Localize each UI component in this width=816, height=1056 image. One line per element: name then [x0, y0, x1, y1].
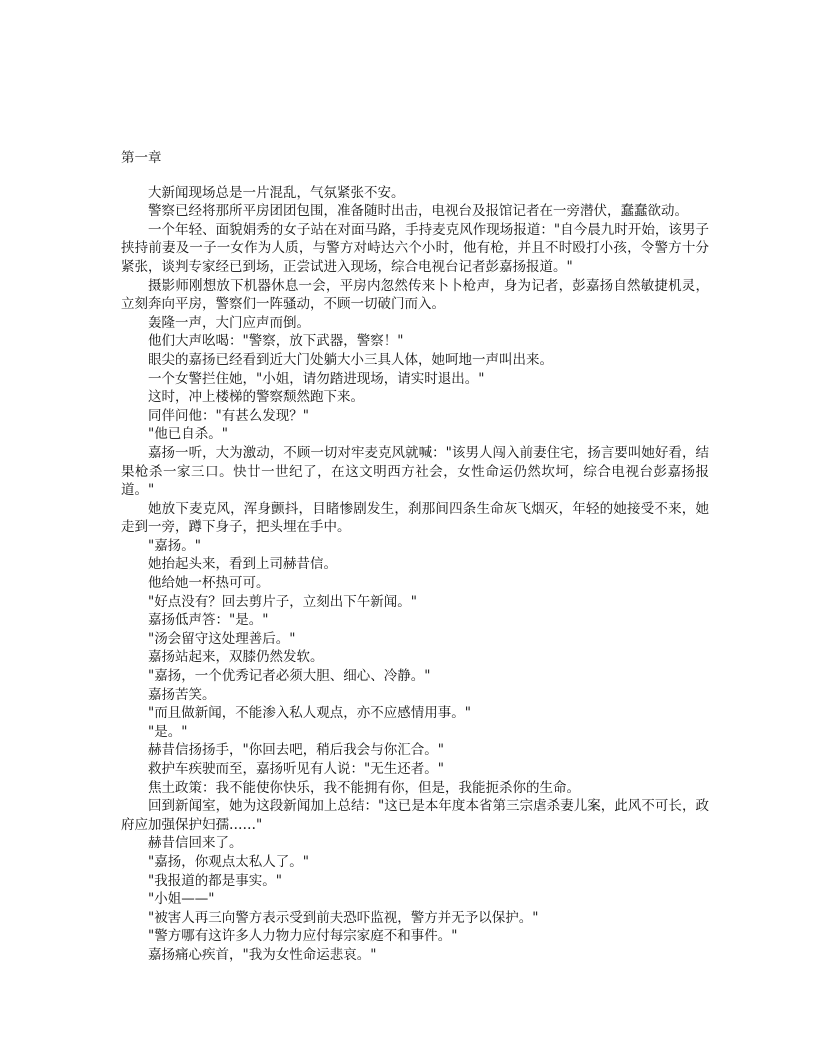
paragraph: 眼尖的嘉扬已经看到近大门处躺大小三具人体，她呵地一声叫出来。 — [148, 351, 553, 368]
paragraph: 嘉扬一听，大为激动，不顾一切对牢麦克风就喊："该男人闯入前妻住宅，扬言要叫她好看，结果枪杀一家三口。快廿一世纪了，在这文明西方社会，女性命运仍然坎坷，综合电视台彭嘉扬报道。" — [121, 444, 709, 499]
paragraph: 大新闻现场总是一片混乱，气氛紧张不安。 — [148, 184, 405, 201]
paragraph: 回到新闻室，她为这段新闻加上总结："这已是本年度本省第三宗虐杀妻儿案，此风不可长，政府应加强保护妇孺……" — [121, 798, 709, 833]
paragraph: "被害人再三向警方表示受到前夫恐吓监视，警方并无予以保护。" — [148, 909, 539, 926]
paragraph: 一个年轻、面貌娟秀的女子站在对面马路，手持麦克风作现场报道："自今晨九时开始，该男子挟持前妻及一子一女作为人质，与警方对峙达六个小时，他有枪，并且不时殴打小孩，令警方十分紧张，谈判专家经已到场，正尝试进入现场，综合电视台记者彭嘉扬报道。" — [121, 221, 709, 275]
paragraph: 救护车疾驶而至，嘉扬听见有人说："无生还者。" — [148, 761, 444, 777]
paragraph: "警方哪有这许多人力物力应付每宗家庭不和事件。" — [148, 928, 458, 945]
paragraph: "汤会留守这处理善后。" — [148, 630, 296, 647]
body-text — [121, 184, 709, 965]
paragraph: 他给她一杯热可可。 — [148, 575, 270, 592]
paragraph: 警察已经将那所平房团团包围，准备随时出击，电视台及报馆记者在一旁潜伏，蠢蠢欲动。 — [148, 203, 688, 220]
paragraph: 焦土政策：我不能使你快乐，我不能拥有你，但是，我能扼杀你的生命。 — [148, 779, 580, 796]
paragraph: "嘉扬，一个优秀记者必须大胆、细心、冷静。" — [148, 668, 431, 685]
paragraph: 她放下麦克风，浑身颤抖，目睹惨剧发生，刹那间四条生命灰飞烟灭，年轻的她接受不来，她走到一旁，蹲下身子，把头埋在手中。 — [121, 500, 709, 536]
paragraph: 轰隆一声，大门应声而倒。 — [148, 314, 310, 331]
paragraph: 他们大声吆喝："警察，放下武器，警察！" — [148, 333, 404, 350]
paragraph: "好点没有？回去剪片子，立刻出下午新闻。" — [148, 593, 417, 610]
paragraph: 嘉扬低声答："是。" — [148, 612, 269, 629]
paragraph: "小姐——" — [148, 891, 215, 908]
paragraph: 摄影师刚想放下机器休息一会，平房内忽然传来卜卜枪声，身为记者，彭嘉扬自然敏捷机灵，立刻奔向平房，警察们一阵骚动，不顾一切破门而入。 — [121, 277, 709, 313]
document-page — [121, 149, 709, 965]
paragraph: 同伴问他："有甚么发现？" — [148, 407, 309, 424]
paragraph: "是。" — [148, 723, 188, 740]
paragraph: 这时，冲上楼梯的警察颓然跑下来。 — [148, 389, 364, 406]
paragraph: 嘉扬站起来，双膝仍然发软。 — [148, 649, 324, 666]
paragraph: 嘉扬痛心疾首，"我为女性命运悲哀。" — [148, 946, 377, 963]
paragraph: "嘉扬。" — [148, 537, 201, 554]
paragraph: 一个女警拦住她，"小姐，请勿踏进现场，请实时退出。" — [148, 370, 485, 387]
paragraph: "我报道的都是事实。" — [148, 872, 282, 889]
paragraph: 嘉扬苦笑。 — [148, 686, 216, 703]
paragraph: "嘉扬，你观点太私人了。" — [148, 853, 309, 870]
chapter-title: 第一章 — [121, 150, 162, 166]
paragraph: 她抬起头来，看到上司赫昔信。 — [148, 556, 337, 573]
paragraph: "而且做新闻，不能渗入私人观点，亦不应感情用事。" — [148, 705, 471, 722]
paragraph: "他已自杀。" — [148, 426, 228, 443]
paragraph: 赫昔信回来了。 — [148, 835, 243, 852]
paragraph: 赫昔信扬扬手，"你回去吧，稍后我会与你汇合。" — [148, 742, 444, 759]
